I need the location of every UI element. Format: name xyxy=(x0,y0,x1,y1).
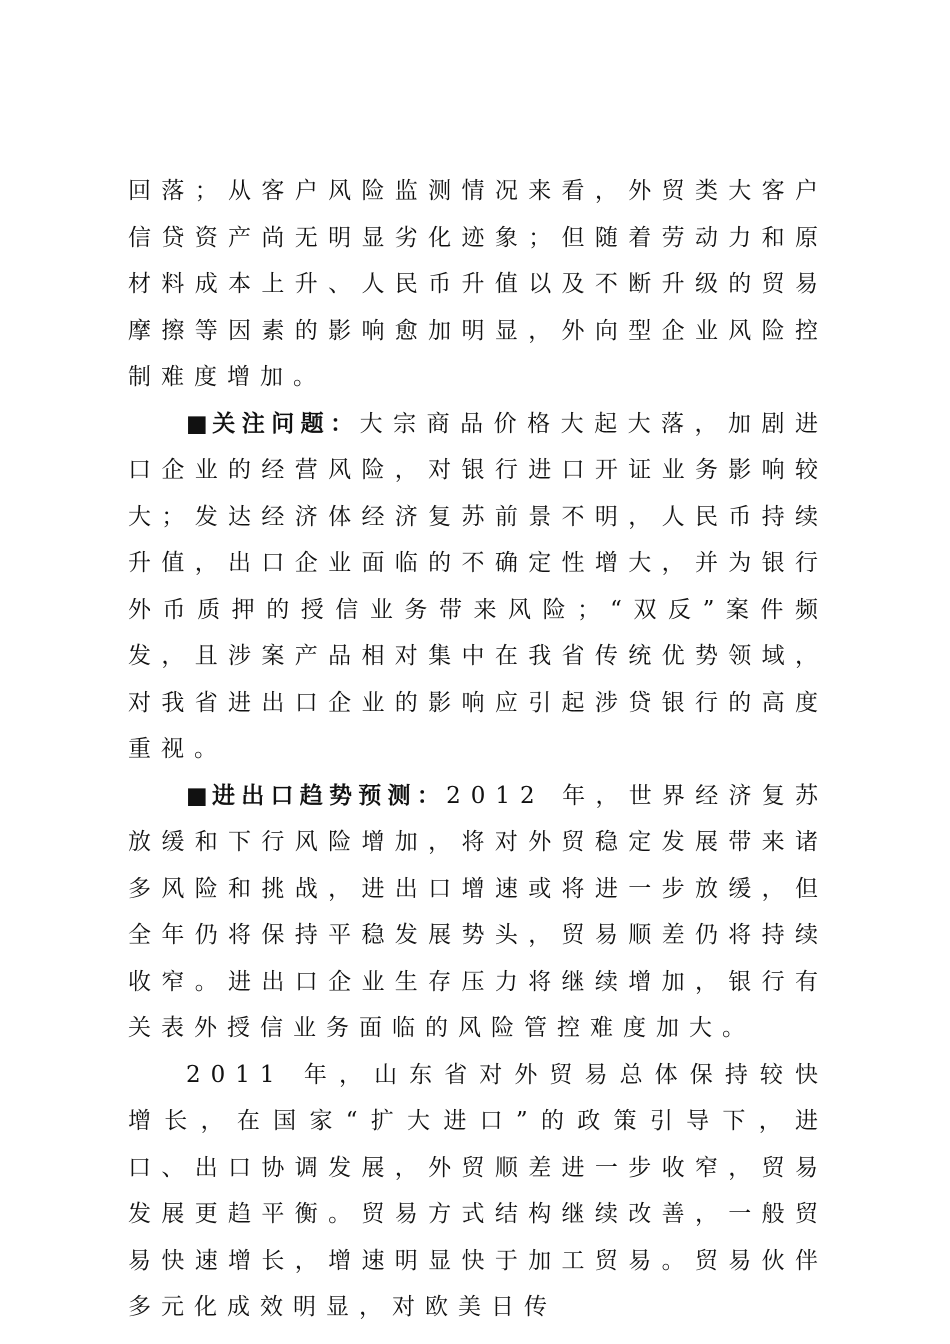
paragraph-1 xyxy=(128,168,828,401)
paragraph-2-text: 大宗商品价格大起大落，加剧进口企业的经营风险，对银行进口开证业务影响较大；发达经济体经济复苏前景不明，人民币持续升值，出口企业面临的不确定性增大，并为银行外币质押的授信业务带来风险；“双反”案件频发，且涉案产品相对集中在我省传统优势领域，对我省进出口企业的影响应引起涉贷银行的高度重视。 xyxy=(128,410,829,762)
paragraph-2-concerns xyxy=(128,401,828,773)
paragraph-3-text: 2012 年，世界经济复苏放缓和下行风险增加，将对外贸稳定发展带来诸多风险和挑战，进出口增速或将进一步放缓，但全年仍将保持平稳发展势头，贸易顺差仍将持续收窄。进出口企业生存压力将继续增加，银行有关表外授信业务面临的风险管控难度加大。 xyxy=(128,782,828,1041)
square-bullet-icon: ■ xyxy=(186,410,213,437)
paragraph-4-text: 2011 年，山东省对外贸易总体保持较快增长，在国家“扩大进口”的政策引导下，进口、出口协调发展，外贸顺差进一步收窄，贸易发展更趋平衡。贸易方式结构继续改善，一般贸易快速增长，增速明显快于加工贸易。贸易伙伴多元化成效明显，对欧美日传 xyxy=(128,1061,828,1320)
paragraph-3-forecast xyxy=(128,773,828,1052)
paragraph-1-text: 回落；从客户风险监测情况来看，外贸类大客户信贷资产尚无明显劣化迹象；但随着劳动力和原材料成本上升、人民币升值以及不断升级的贸易摩擦等因素的影响愈加明显，外向型企业风险控制难度增加。 xyxy=(128,178,828,390)
paragraph-4 xyxy=(128,1052,828,1331)
square-bullet-icon: ■ xyxy=(186,782,212,809)
document-body xyxy=(128,168,828,1331)
concerns-heading: 关注问题： xyxy=(212,410,360,437)
forecast-heading: 进出口趋势预测： xyxy=(212,782,447,809)
